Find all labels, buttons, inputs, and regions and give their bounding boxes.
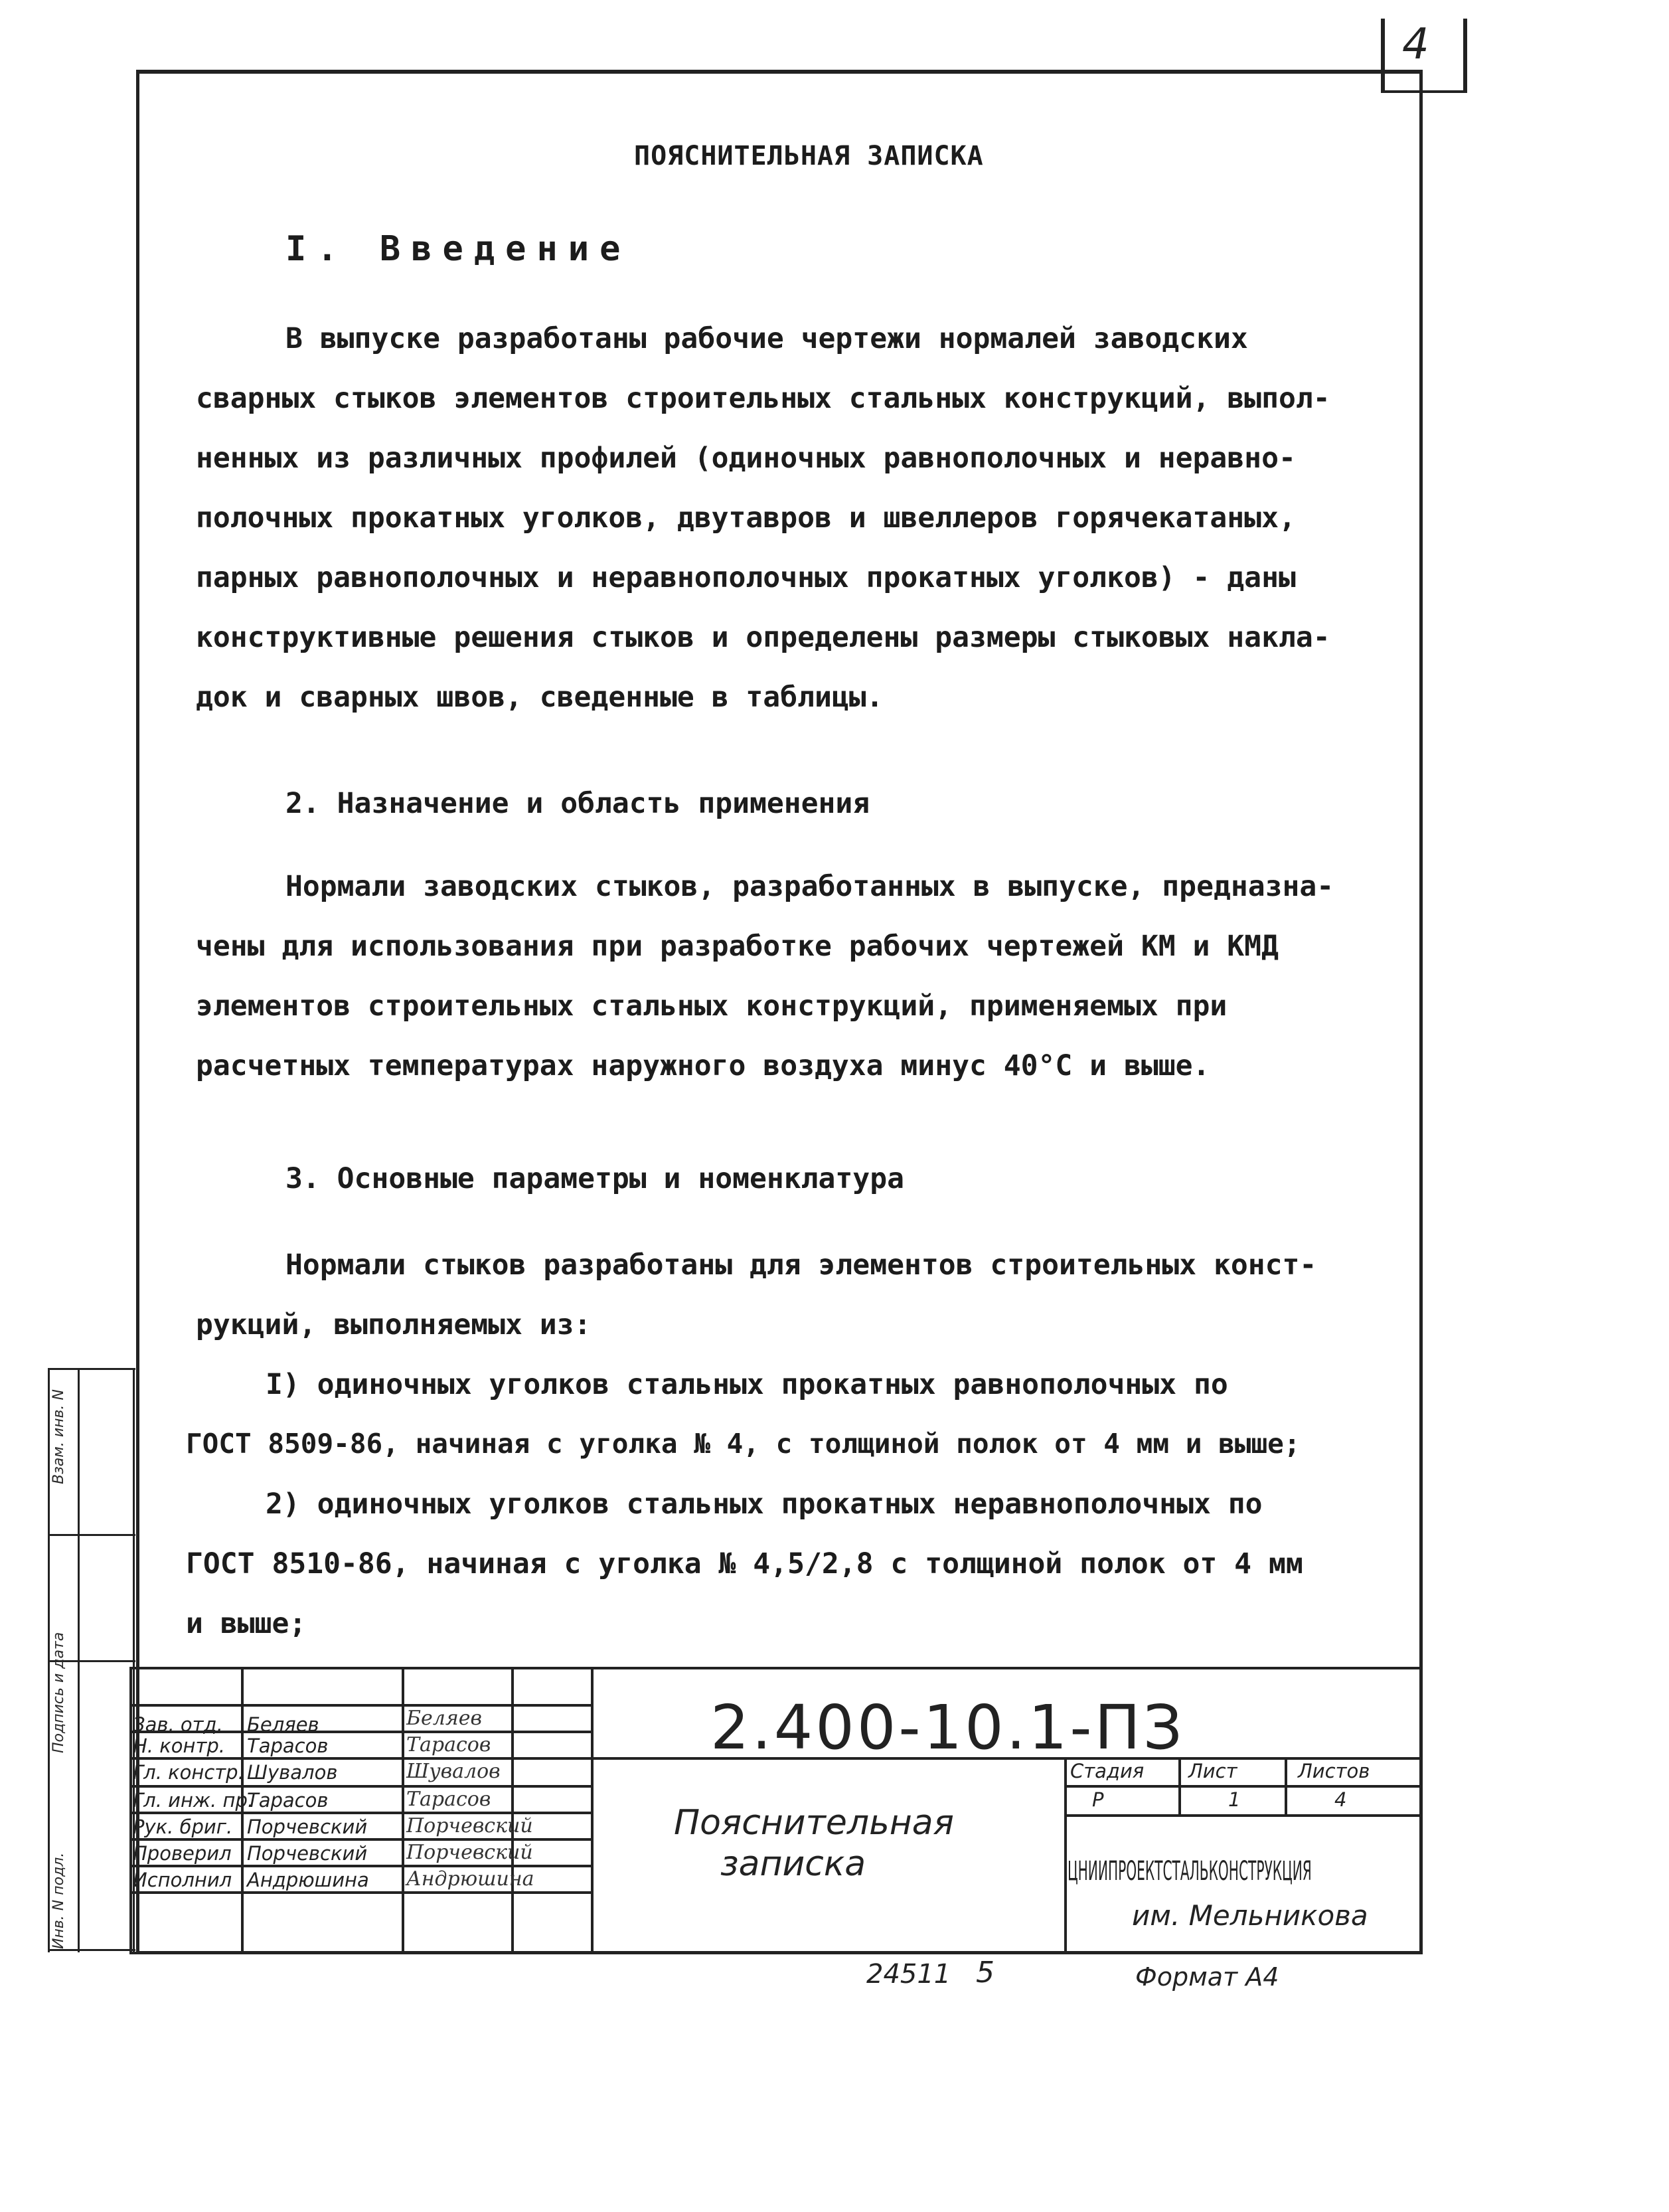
binding-label-replaced-inv: Взам. инв. N (50, 1389, 67, 1484)
staff-role: Н. контр. (133, 1735, 225, 1757)
paragraph-line: Нормали заводских стыков, разработанных в выпуске, предназна- (285, 870, 1334, 903)
paragraph-line: конструктивные решения стыков и определены размеры стыковых накла- (196, 621, 1330, 654)
sheets-value: 4 (1334, 1788, 1347, 1811)
staff-role: Гл. констр. (133, 1761, 244, 1784)
stage-label: Стадия (1070, 1760, 1145, 1782)
paragraph-line: В выпуске разработаны рабочие чертежи нормалей заводских (285, 322, 1248, 355)
paragraph-line: ненных из различных профилей (одиночных равнополочных и неравно- (196, 442, 1296, 475)
paragraph-line: ГОСТ 8509-86, начиная с уголка № 4, с толщиной полок от 4 мм и выше; (186, 1428, 1301, 1460)
document-name-line: Пояснительная (674, 1803, 954, 1843)
section-heading-params: 3. Основные параметры и номенклатура (285, 1162, 904, 1195)
sheet-label: Лист (1188, 1760, 1237, 1782)
paragraph-line: расчетных температурах наружного воздуха минус 40°С и выше. (196, 1049, 1210, 1082)
document-name-line: записка (720, 1844, 866, 1884)
format-label: Формат А4 (1135, 1962, 1279, 1992)
staff-name: Беляев (247, 1713, 319, 1736)
sheet-value: 1 (1228, 1788, 1241, 1811)
document-name (674, 1802, 954, 1885)
paragraph-line: ГОСТ 8510-86, начиная с уголка № 4,5/2,8 с толщиной полок от 4 мм (186, 1547, 1303, 1580)
staff-signature: Андрюшина (406, 1867, 534, 1891)
organization: ЦНИИПРОЕКТСТАЛЬКОНСТРУКЦИЯ (1068, 1856, 1312, 1887)
binding-label-signature-date: Подпись и дата (50, 1632, 67, 1753)
staff-name: Андрюшина (247, 1869, 369, 1891)
document-title: ПОЯСНИТЕЛЬНАЯ ЗАПИСКА (634, 141, 984, 171)
section-heading-purpose: 2. Назначение и область применения (285, 787, 870, 820)
paragraph-line: док и сварных швов, сведенные в таблицы. (196, 681, 884, 714)
staff-role: Исполнил (133, 1869, 232, 1891)
staff-name: Порчевский (247, 1842, 368, 1865)
paragraph-line: полочных прокатных уголков, двутавров и швеллеров горячекатаных, (196, 501, 1296, 535)
staff-signature: Тарасов (406, 1733, 491, 1756)
staff-signature: Беляев (406, 1707, 482, 1730)
staff-name: Тарасов (247, 1735, 329, 1757)
staff-role: Рук. бриг. (133, 1816, 233, 1838)
copy-number: 5 (976, 1956, 994, 1990)
staff-signature: Порчевский (406, 1841, 533, 1864)
inventory-number: 24511 (866, 1959, 951, 1990)
document-code: 2.400-10.1-ПЗ (710, 1692, 1185, 1763)
organization-name: им. Мельникова (1132, 1899, 1368, 1932)
paragraph-line: 2) одиночных уголков стальных прокатных неравнополочных по (266, 1488, 1263, 1521)
binding-label-original-inv: Инв. N подл. (50, 1852, 67, 1949)
paragraph-line: чены для использования при разработке рабочих чертежей КМ и КМД (196, 930, 1279, 963)
section-heading-intro: I. Введение (285, 229, 631, 269)
paragraph-line: парных равнополочных и неравнополочных прокатных уголков) - даны (196, 561, 1296, 594)
staff-signature: Тарасов (406, 1788, 491, 1811)
sheets-label: Листов (1298, 1760, 1370, 1782)
staff-role: Проверил (133, 1842, 232, 1865)
staff-name: Порчевский (247, 1816, 368, 1838)
staff-role: Зав. отд. (133, 1713, 223, 1736)
paragraph-line: Нормали стыков разработаны для элементов строительных конст- (285, 1248, 1317, 1282)
paragraph-line: рукций, выполняемых из: (196, 1308, 592, 1341)
stage-value: Р (1092, 1788, 1104, 1811)
staff-signature: Порчевский (406, 1814, 533, 1837)
staff-role: Гл. инж. пр. (133, 1789, 254, 1812)
paragraph-line: I) одиночных уголков стальных прокатных равнополочных по (266, 1368, 1228, 1401)
paragraph-line: и выше; (186, 1607, 307, 1640)
staff-name: Шувалов (247, 1761, 338, 1784)
staff-name: Тарасов (247, 1789, 329, 1812)
sheet-number: 4 (1402, 20, 1429, 69)
paragraph-line: сварных стыков элементов строительных стальных конструкций, выпол- (196, 382, 1330, 415)
staff-signature: Шувалов (406, 1760, 501, 1783)
paragraph-line: элементов строительных стальных конструкций, применяемых при (196, 989, 1228, 1023)
